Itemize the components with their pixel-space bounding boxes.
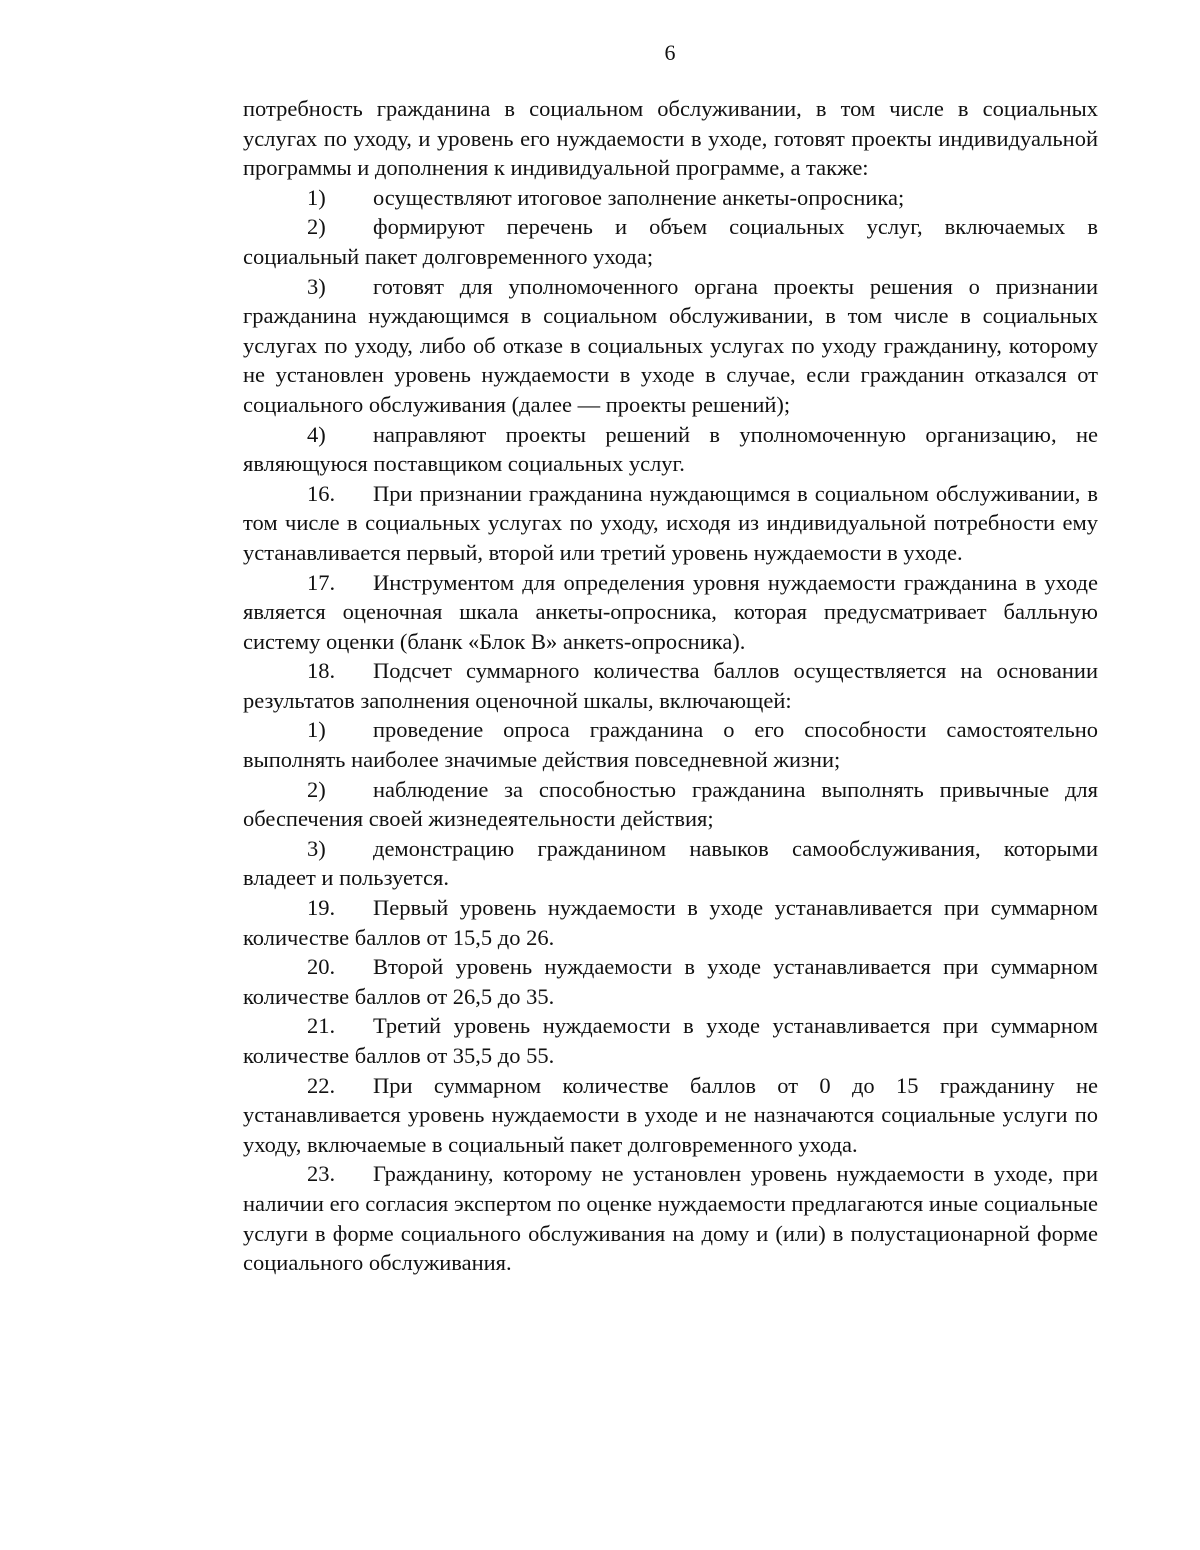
- item-text: формируют перечень и объем социальных услуг, включаемых в социальный пакет долговременного ухода;: [243, 214, 1098, 269]
- clause-17: [243, 568, 1098, 657]
- clause-21: [243, 1011, 1098, 1070]
- clause-text: Инструментом для определения уровня нуждаемости гражданина в уходе является оценочная шкала анкеты-опросника, которая предусматривает балльную систему оценки (бланк «Блок В» анкетs-опросника).: [243, 569, 1098, 654]
- clause-19: [243, 893, 1098, 952]
- clause-number: 21.: [307, 1013, 336, 1039]
- clause-number: 19.: [307, 895, 336, 921]
- item-number: 2): [307, 214, 326, 240]
- clause-text: Третий уровень нуждаемости в уходе устанавливается при суммарном количестве баллов от 35,5 до 55.: [243, 1013, 1098, 1068]
- clause-22: [243, 1071, 1098, 1160]
- item-number: 3): [307, 273, 326, 299]
- clause-20: [243, 952, 1098, 1011]
- item-text: демонстрацию гражданином навыков самообслуживания, которыми владеет и пользуется.: [243, 835, 1098, 891]
- clause-number: 16.: [307, 480, 336, 506]
- list-item: [243, 420, 1098, 479]
- clause-16: [243, 479, 1098, 568]
- clause-number: 20.: [307, 954, 336, 980]
- item-number: 1): [307, 717, 326, 743]
- list-item: [243, 272, 1098, 420]
- clause-23: [243, 1159, 1098, 1277]
- clause-text: При признании гражданина нуждающимся в социальном обслуживании, в том числе в социальных услугах по уходу, исходя из индивидуальной потребности ему устанавливается первый, второй или третий уровень нуждаемости в уходе.: [243, 480, 1098, 565]
- item-text: проведение опроса гражданина о его способности самостоятельно выполнять наиболее значимые действия повседневной жизни;: [243, 717, 1098, 773]
- clause-number: 23.: [307, 1161, 336, 1187]
- list-item: [243, 212, 1098, 271]
- clause-18: [243, 656, 1098, 715]
- clause-text: Второй уровень нуждаемости в уходе устанавливается при суммарном количестве баллов от 26,5 до 35.: [243, 954, 1098, 1009]
- list-item: [243, 775, 1098, 834]
- item-text: направляют проекты решений в уполномоченную организацию, не являющуюся поставщиком социальных услуг.: [243, 421, 1098, 477]
- page-number: 6: [664, 40, 676, 65]
- item-text: готовят для уполномоченного органа проекты решения о признании гражданина нуждающимся в социальном обслуживании, в том числе в социальных услугах по уходу, либо об отказе в социальных услугах по уходу гражданину, которому не установлен уровень нуждаемости в уходе в случае, если гражданин отказался от социального обслуживания (далее — проекты решений);: [243, 273, 1098, 417]
- document-body: [243, 94, 1098, 1278]
- list-item: [243, 183, 1098, 213]
- clause-text: При суммарном количестве баллов от 0 до 15 гражданину не устанавливается уровень нуждаемости в уходе и не назначаются социальные услуги по уходу, включаемые в социальный пакет долговременного ухода.: [243, 1072, 1098, 1157]
- list-item: [243, 715, 1098, 774]
- list-item: [243, 834, 1098, 893]
- clause-number: 17.: [307, 569, 336, 595]
- clause-text: Подсчет суммарного количества баллов осуществляется на основании результатов заполнения оценочной шкалы, включающей:: [243, 658, 1098, 713]
- item-number: 3): [307, 835, 326, 861]
- clause-number: 18.: [307, 658, 336, 684]
- paragraph-text: потребность гражданина в социальном обслуживании, в том числе в социальных услугах по уходу, и уровень его нуждаемости в уходе, готовят проекты индивидуальной программы и дополнения к индивидуальной программе, а также:: [243, 96, 1098, 181]
- item-number: 4): [307, 421, 326, 447]
- item-number: 1): [307, 184, 326, 210]
- clause-text: Первый уровень нуждаемости в уходе устанавливается при суммарном количестве баллов от 15,5 до 26.: [243, 895, 1098, 950]
- item-text: наблюдение за способностью гражданина выполнять привычные для обеспечения своей жизнедеятельности действия;: [243, 776, 1098, 832]
- clause-text: Гражданину, которому не установлен уровень нуждаемости в уходе, при наличии его согласия экспертом по оценке нуждаемости предлагаются иные социальные услуги в форме социального обслуживания на дому и (или) в полустационарной форме социального обслуживания.: [243, 1161, 1098, 1276]
- paragraph: [243, 94, 1098, 183]
- clause-number: 22.: [307, 1072, 336, 1098]
- item-text: осуществляют итоговое заполнение анкеты-опросника;: [373, 184, 905, 210]
- item-number: 2): [307, 776, 326, 802]
